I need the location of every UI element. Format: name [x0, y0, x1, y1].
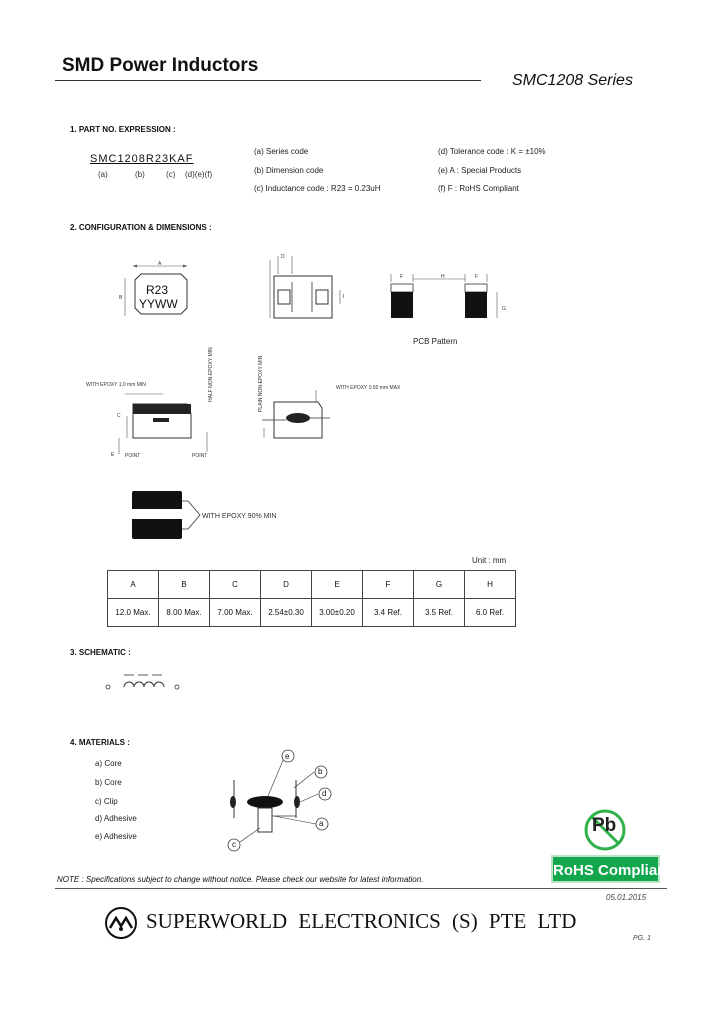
callout-c: c	[232, 840, 236, 849]
table-value-row	[108, 599, 516, 627]
table-header-cell: E	[312, 571, 363, 599]
series-name: SMC1208 Series	[512, 72, 633, 89]
pb-label: Pb	[592, 815, 617, 836]
table-header-row	[108, 571, 516, 599]
table-value-cell: 12.0 Max.	[108, 599, 159, 627]
table-header-cell: A	[108, 571, 159, 599]
epoxy-side-min-label: WITH EPOXY 1.0 mm MIN	[86, 382, 146, 388]
marking-yyww: YYWW	[139, 297, 178, 311]
inductor-schematic-symbol	[100, 672, 186, 698]
dim-label-d: D	[281, 254, 285, 260]
desc-tolerance-code: (d) Tolerance code : K = ±10%	[438, 147, 546, 156]
pcb-pattern-drawing	[385, 270, 515, 324]
dim-label-g: G	[502, 306, 506, 312]
part-label-c: (c)	[166, 170, 176, 179]
table-value-cell: 6.0 Ref.	[465, 599, 516, 627]
table-value-cell: 3.4 Ref.	[363, 599, 414, 627]
table-value-cell: 3.5 Ref.	[414, 599, 465, 627]
dim-label-f1: F	[400, 274, 404, 280]
unit-label: Unit : mm	[472, 556, 507, 565]
epoxy-90-label: WITH EPOXY 90% MIN	[202, 513, 277, 520]
page-title: SMD Power Inductors	[62, 55, 259, 76]
epoxy-half-min-label: HALF NON-EPOXY MIN	[208, 347, 214, 402]
side-view-drawing	[262, 252, 352, 324]
callout-d: d	[322, 789, 327, 798]
epoxy-front-drawing	[105, 392, 215, 462]
company-name: SUPERWORLD ELECTRONICS (S) PTE LTD	[146, 909, 577, 933]
page-number: PG. 1	[633, 935, 651, 942]
table-header-cell: F	[363, 571, 414, 599]
callout-a: a	[319, 819, 324, 828]
dim-label-c: C	[117, 413, 121, 419]
dim-label-i: I	[343, 294, 345, 300]
table-value-cell: 8.00 Max.	[159, 599, 210, 627]
desc-inductance-code: (c) Inductance code : R23 = 0.23uH	[254, 184, 381, 193]
dimension-table	[107, 570, 516, 627]
footer-rule	[55, 888, 667, 889]
table-header-cell: G	[414, 571, 465, 599]
material-item-a: a) Core	[95, 759, 122, 768]
section-config-heading: 2. CONFIGURATION & DIMENSIONS :	[70, 223, 212, 232]
epoxy-side-drawing	[258, 390, 338, 446]
footer-date: 05.01.2015	[606, 893, 647, 902]
dim-label-h: H	[441, 274, 445, 280]
section-schematic-heading: 3. SCHEMATIC :	[70, 648, 131, 657]
section-materials-heading: 4. MATERIALS :	[70, 738, 130, 747]
epoxy-90-drawing	[130, 489, 208, 543]
table-value-cell: 2.54±0.30	[261, 599, 312, 627]
callout-b: b	[318, 767, 323, 776]
table-header-cell: B	[159, 571, 210, 599]
dim-label-f2: F	[475, 274, 479, 280]
desc-dimension-code: (b) Dimension code	[254, 166, 324, 175]
desc-series-code: (a) Series code	[254, 147, 309, 156]
table-header-cell: C	[210, 571, 261, 599]
company-logo-icon	[104, 906, 138, 940]
title-rule	[55, 80, 481, 81]
material-item-c: c) Clip	[95, 797, 118, 806]
point-label-left: POINT	[125, 453, 141, 459]
rohs-compliant-badge: RoHS Compliant	[551, 855, 660, 883]
table-value-cell: 3.00±0.20	[312, 599, 363, 627]
pcb-pattern-label: PCB Pattern	[413, 337, 458, 346]
material-item-b: b) Core	[95, 778, 122, 787]
part-label-a: (a)	[98, 170, 108, 179]
footer-note: NOTE : Specifications subject to change without notice. Please check our website for latest information.	[57, 875, 424, 884]
marking-r23: R23	[146, 283, 169, 297]
section-part-no-heading: 1. PART NO. EXPRESSION :	[70, 125, 176, 134]
callout-e: e	[285, 752, 290, 761]
materials-cross-section-drawing	[222, 746, 336, 854]
material-item-d: d) Adhesive	[95, 814, 137, 823]
desc-rohs-compliant: (f) F : RoHS Compliant	[438, 184, 519, 193]
dim-label-e: E	[111, 452, 115, 458]
part-label-def: (d)(e)(f)	[185, 170, 213, 179]
table-header-cell: D	[261, 571, 312, 599]
point-label-right: POINT	[192, 453, 208, 459]
dim-label-b: B	[119, 295, 123, 301]
desc-special-products: (e) A : Special Products	[438, 166, 522, 175]
plain-non-epoxy-label: PLAIN NON-EPOXY MIN	[258, 355, 264, 412]
part-label-b: (b)	[135, 170, 145, 179]
material-item-e: e) Adhesive	[95, 832, 137, 841]
dim-label-a: A	[158, 261, 162, 267]
table-value-cell: 7.00 Max.	[210, 599, 261, 627]
epoxy-max-label: WITH EPOXY 0.50 mm MAX	[336, 385, 401, 391]
table-header-cell: H	[465, 571, 516, 599]
part-number: SMC1208R23KAF	[90, 153, 194, 165]
